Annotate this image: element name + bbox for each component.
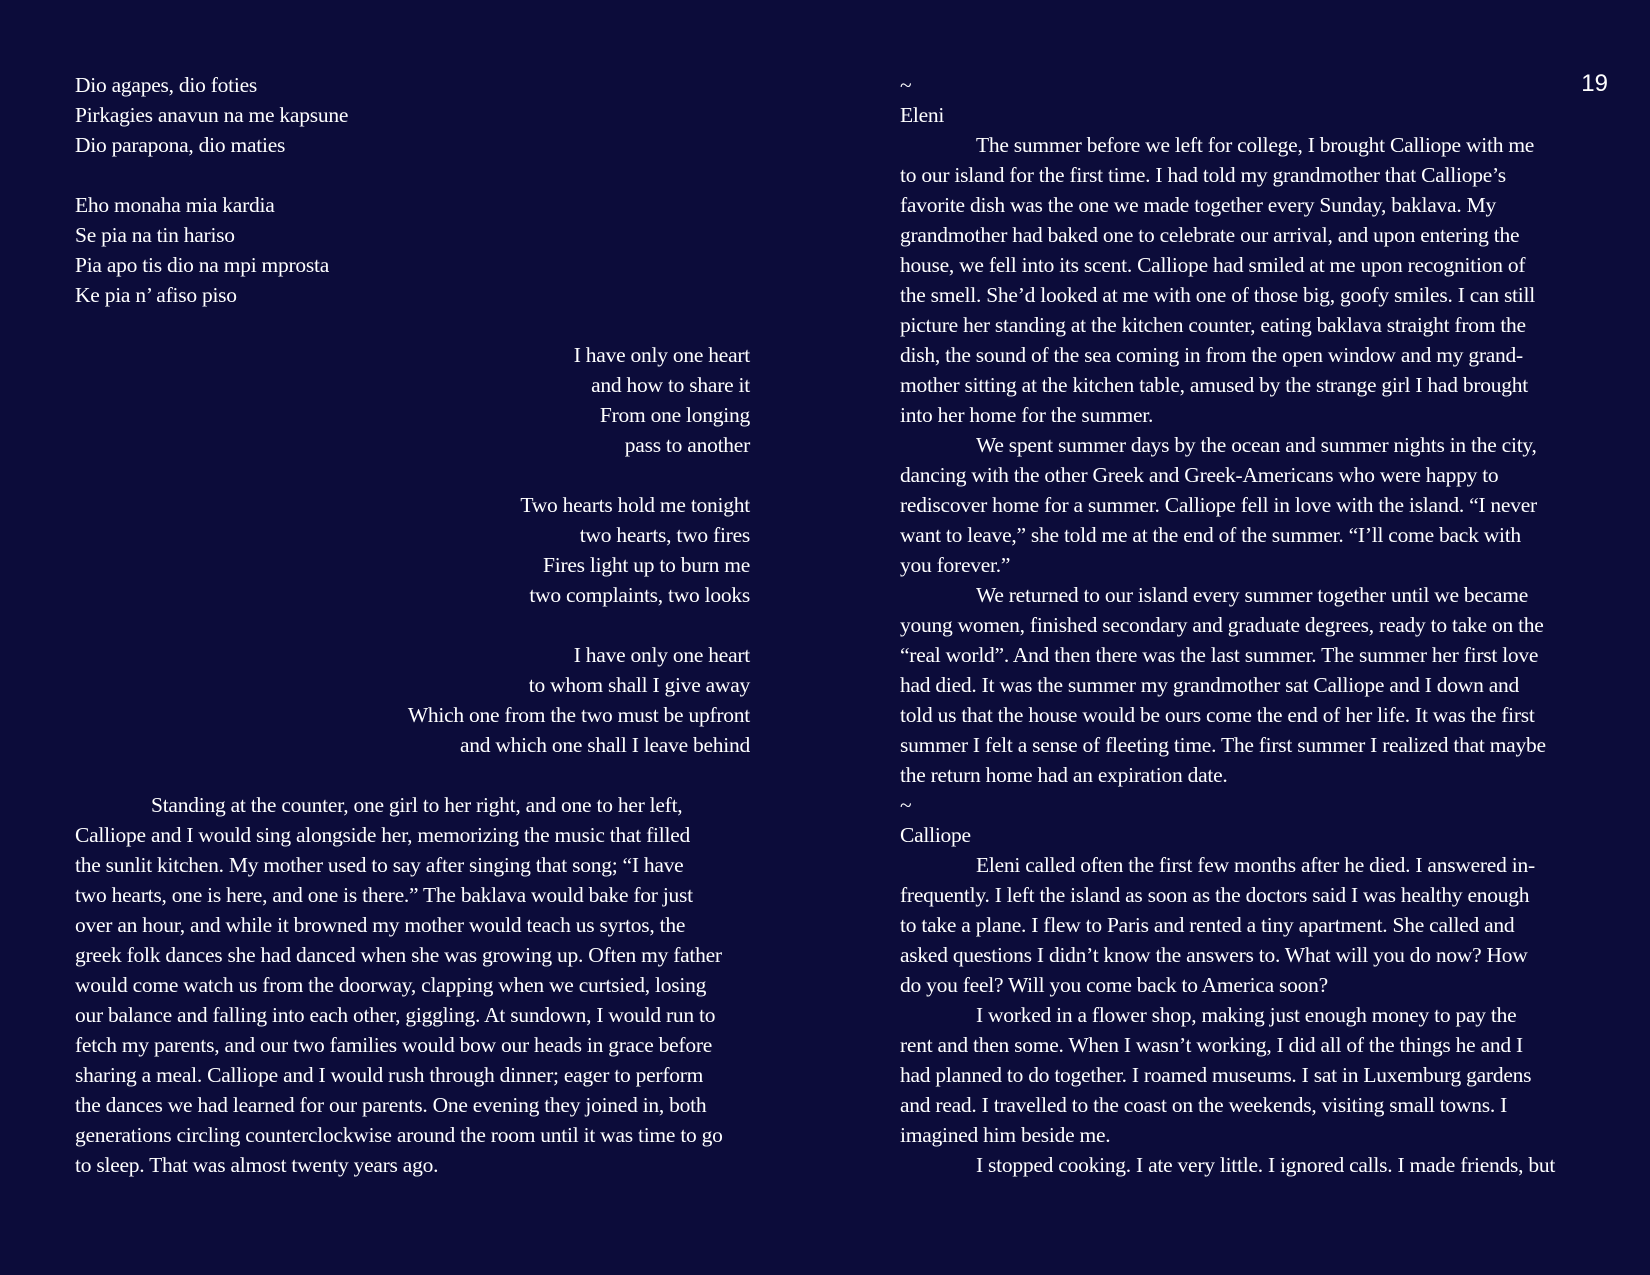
section-divider: ~ <box>900 73 912 97</box>
prose-line: the smell. She’d looked at me with one of those big, goofy smiles. I can still <box>900 283 1535 307</box>
prose-line: into her home for the summer. <box>900 403 1154 427</box>
prose-line: would come watch us from the doorway, clapping when we curtsied, losing <box>75 973 707 997</box>
prose-line: to our island for the first time. I had told my grandmother that Calliope’s <box>900 163 1506 187</box>
prose-line: asked questions I didn’t know the answers to. What will you do now? How <box>900 943 1528 967</box>
prose-line: summer I felt a sense of fleeting time. The first summer I realized that maybe <box>900 733 1546 757</box>
lyric-line: Pia apo tis dio na mpi mprosta <box>75 253 330 277</box>
prose-line: sharing a meal. Calliope and I would rush through dinner; eager to perform <box>75 1063 704 1087</box>
prose-line: two hearts, one is here, and one is there.” The baklava would bake for just <box>75 883 693 907</box>
prose-line: you forever.” <box>900 553 1011 577</box>
translation-line: Two hearts hold me tonight <box>520 493 750 517</box>
translation-line: and which one shall I leave behind <box>459 733 750 757</box>
prose-line: Standing at the counter, one girl to her right, and one to her left, <box>151 793 683 817</box>
prose-line: mother sitting at the kitchen table, amused by the strange girl I had brought <box>900 373 1528 397</box>
translation-line: two complaints, two looks <box>529 583 750 607</box>
lyric-line: Eho monaha mia kardia <box>75 193 275 217</box>
prose-line: I stopped cooking. I ate very little. I ignored calls. I made friends, but <box>976 1153 1556 1177</box>
section-speaker: Calliope <box>900 823 971 847</box>
lyric-line: Se pia na tin hariso <box>75 223 235 247</box>
prose-line: do you feel? Will you come back to America soon? <box>900 973 1328 997</box>
translation-stanza <box>70 640 750 760</box>
translation-line: to whom shall I give away <box>528 673 750 697</box>
prose-line: over an hour, and while it browned my mother would teach us syrtos, the <box>75 913 686 937</box>
prose-line: We spent summer days by the ocean and summer nights in the city, <box>976 433 1537 457</box>
left-prose-paragraph <box>75 790 755 1180</box>
page-number: 19 <box>1581 70 1608 97</box>
prose-line: grandmother had baked one to celebrate our arrival, and upon entering the <box>900 223 1520 247</box>
prose-line: dancing with the other Greek and Greek-Americans who were happy to <box>900 463 1499 487</box>
prose-line: dish, the sound of the sea coming in from the open window and my grand- <box>900 343 1523 367</box>
translation-line: pass to another <box>624 433 750 457</box>
prose-line: had died. It was the summer my grandmother sat Calliope and I down and <box>900 673 1519 697</box>
prose-line: generations circling counterclockwise around the room until it was time to go <box>75 1123 723 1147</box>
prose-line: the dances we had learned for our parents. One evening they joined in, both <box>75 1093 707 1117</box>
prose-line: had planned to do together. I roamed museums. I sat in Luxemburg gardens <box>900 1063 1532 1087</box>
greek-stanza <box>75 70 755 160</box>
prose-line: favorite dish was the one we made together every Sunday, baklava. My <box>900 193 1496 217</box>
translation-line: From one longing <box>599 403 750 427</box>
translation-line: and how to share it <box>591 373 750 397</box>
translation-line: I have only one heart <box>573 643 750 667</box>
translation-stanza <box>70 490 750 610</box>
prose-line: Calliope and I would sing alongside her, memorizing the music that filled <box>75 823 691 847</box>
right-page <box>825 0 1650 1275</box>
greek-stanza <box>75 190 755 310</box>
translation-line: Which one from the two must be upfront <box>407 703 750 727</box>
section-speaker: Eleni <box>900 103 945 127</box>
translation-line: Fires light up to burn me <box>543 553 750 577</box>
lyric-line: Pirkagies anavun na me kapsune <box>75 103 349 127</box>
greek-lyrics <box>75 70 755 310</box>
prose-line: We returned to our island every summer together until we became <box>976 583 1529 607</box>
prose-line: told us that the house would be ours come the end of her life. It was the first <box>900 703 1535 727</box>
prose-line: Eleni called often the first few months after he died. I answered in- <box>976 853 1535 877</box>
prose-line: imagined him beside me. <box>900 1123 1111 1147</box>
prose-line: fetch my parents, and our two families would bow our heads in grace before <box>75 1033 713 1057</box>
prose-line: “real world”. And then there was the last summer. The summer her first love <box>900 643 1539 667</box>
prose-line: to take a plane. I flew to Paris and rented a tiny apartment. She called and <box>900 913 1515 937</box>
lyric-line: Ke pia n’ afiso piso <box>75 283 237 307</box>
section-divider: ~ <box>900 793 912 817</box>
english-translation <box>70 340 750 760</box>
prose-line: rediscover home for a summer. Calliope fell in love with the island. “I never <box>900 493 1537 517</box>
prose-line: rent and then some. When I wasn’t working, I did all of the things he and I <box>900 1033 1523 1057</box>
prose-line: our balance and falling into each other, giggling. At sundown, I would run to <box>75 1003 716 1027</box>
prose-line: young women, finished secondary and graduate degrees, ready to take on the <box>900 613 1544 637</box>
prose-line: the sunlit kitchen. My mother used to say after singing that song; “I have <box>75 853 684 877</box>
translation-line: two hearts, two fires <box>579 523 750 547</box>
prose-line: I worked in a flower shop, making just enough money to pay the <box>976 1003 1517 1027</box>
prose-line: frequently. I left the island as soon as the doctors said I was healthy enough <box>900 883 1530 907</box>
prose-line: house, we fell into its scent. Calliope had smiled at me upon recognition of <box>900 253 1526 277</box>
translation-stanza <box>70 340 750 460</box>
right-prose <box>900 70 1580 1180</box>
prose-line: The summer before we left for college, I brought Calliope with me <box>976 133 1535 157</box>
prose-line: and read. I travelled to the coast on the weekends, visiting small towns. I <box>900 1093 1507 1117</box>
prose-line: picture her standing at the kitchen counter, eating baklava straight from the <box>900 313 1526 337</box>
prose-line: want to leave,” she told me at the end of the summer. “I’ll come back with <box>900 523 1521 547</box>
lyric-line: Dio parapona, dio maties <box>75 133 286 157</box>
prose-line: to sleep. That was almost twenty years ago. <box>75 1153 439 1177</box>
prose-line: the return home had an expiration date. <box>900 763 1228 787</box>
lyric-line: Dio agapes, dio foties <box>75 73 257 97</box>
prose-line: greek folk dances she had danced when she was growing up. Often my father <box>75 943 722 967</box>
translation-line: I have only one heart <box>573 343 750 367</box>
